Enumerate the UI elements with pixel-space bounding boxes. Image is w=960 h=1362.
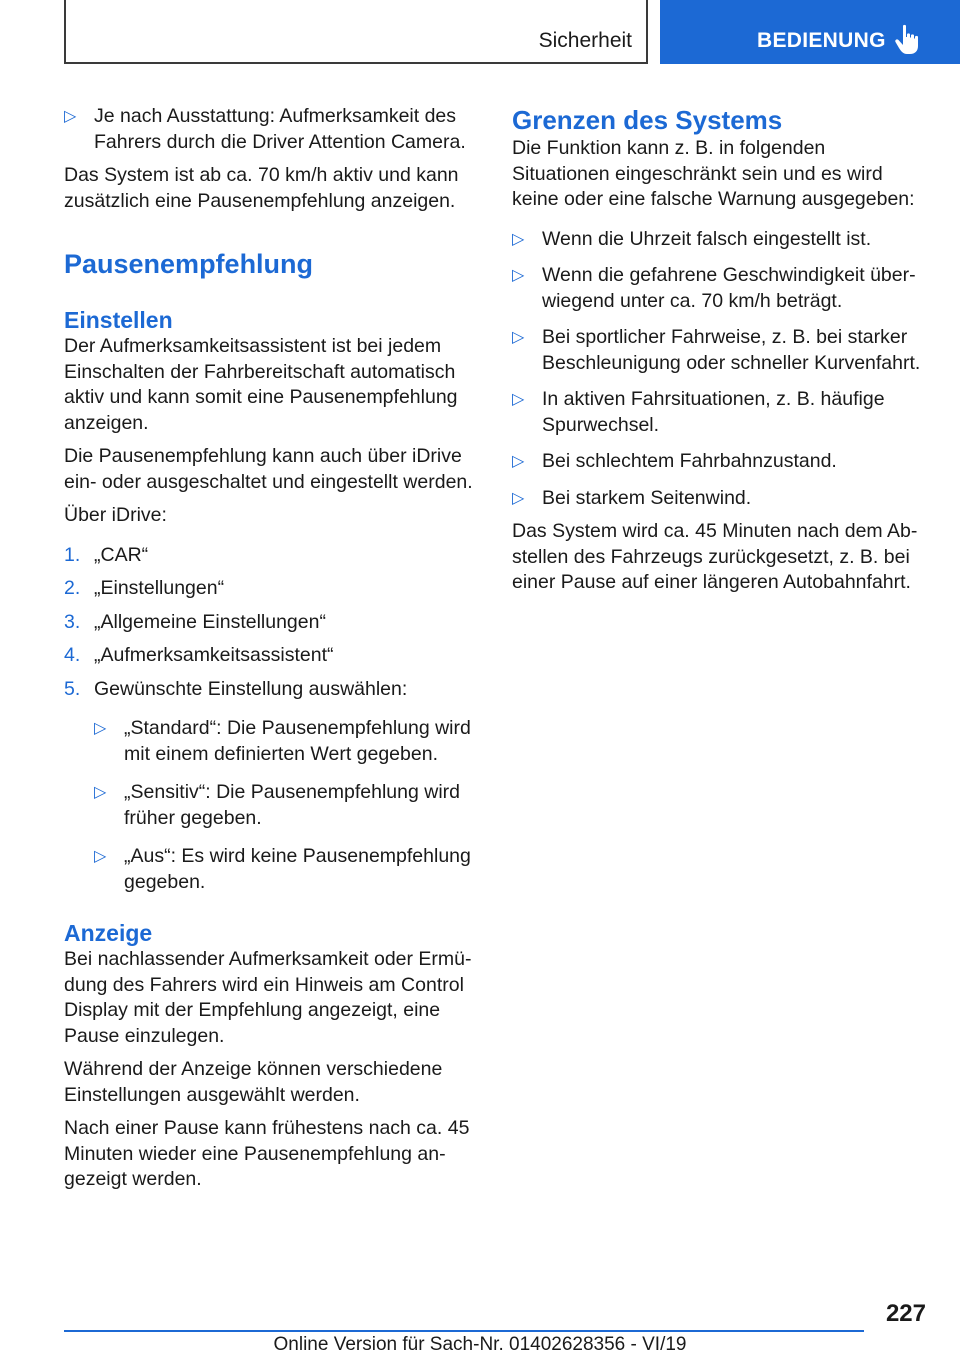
triangle-bullet-icon: ▷ (512, 453, 525, 470)
list-item (512, 227, 928, 253)
paragraph: Die Pausenempfehlung kann auch über iDrive ein- oder ausgeschaltet und eingestellt werden. (64, 445, 473, 493)
list-item-text: „Aus“: Es wird keine Pausenempfehlung gegeben. (124, 845, 471, 893)
triangle-bullet-icon: ▷ (512, 267, 525, 284)
list-item (512, 263, 928, 314)
list-number: 5. (64, 677, 81, 700)
list-item (94, 844, 476, 895)
heading-anzeige: Anzeige (64, 920, 153, 946)
list-item-text: Bei schlechtem Fahrbahnzustand. (542, 450, 837, 472)
paragraph: Während der Anzeige können verschiedene Einstellungen ausgewählt werden. (64, 1058, 443, 1106)
list-item-text: Wenn die gefahrene Geschwindigkeit überwiegend unter ca. 70 km/h beträgt. (542, 264, 916, 312)
paragraph: Die Funktion kann z. B. in folgenden Situationen eingeschränkt sein und es wird keine oder eine falsche Warnung ausgegeben: (512, 137, 915, 210)
list-item-text: Gewünschte Einstellung auswählen: (94, 677, 408, 700)
paragraph: Bei nachlassender Aufmerksamkeit oder Ermüdung des Fahrers wird ein Hinweis am Control Display mit der Empfehlung angezeigt, eine Pause einzulegen. (64, 948, 472, 1047)
list-item (512, 325, 928, 376)
list-item-text: In aktiven Fahrsituationen, z. B. häufige Spurwechsel. (542, 388, 885, 436)
header-section-title: Sicherheit (538, 29, 632, 52)
page-number: 227 (885, 1300, 926, 1327)
triangle-bullet-icon: ▷ (94, 720, 107, 737)
header-tab-bedienung[interactable] (660, 0, 960, 64)
list-item-text: „Allgemeine Einstellungen“ (94, 610, 326, 633)
list-item-text: „Sensitiv“: Die Pausenempfehlung wird früher gegeben. (124, 781, 460, 829)
triangle-bullet-icon: ▷ (512, 230, 525, 248)
list-item (64, 543, 476, 569)
heading-grenzen: Grenzen des Systems (512, 105, 783, 135)
list-item-text: „Aufmerksamkeitsassistent“ (94, 644, 334, 666)
heading-einstellen: Einstellen (64, 307, 173, 333)
paragraph: Das System wird ca. 45 Minuten nach dem Abstellen des Fahrzeugs zurückgesetzt, z. B. bei einer Pause auf einer längeren Autobahnfahrt. (512, 520, 918, 593)
list-number: 4. (64, 644, 81, 666)
triangle-bullet-icon: ▷ (512, 329, 525, 346)
list-item-text: Bei starkem Seitenwind. (542, 486, 752, 509)
list-item-text: „CAR“ (94, 543, 149, 566)
list-item-text: Bei sportlicher Fahrweise, z. B. bei starker Beschleunigung oder schneller Kurvenfahrt. (542, 326, 921, 374)
list-item-text: „Standard“: Die Pausenempfehlung wird mit einem definierten Wert gegeben. (124, 717, 471, 765)
header-tab-label: BEDIENUNG (757, 29, 886, 52)
paragraph: Nach einer Pause kann frühestens nach ca. 45 Minuten wieder eine Pausenempfehlung angezeigt werden. (64, 1117, 470, 1190)
list-item (64, 576, 476, 602)
triangle-bullet-icon: ▷ (94, 848, 107, 865)
triangle-bullet-icon: ▷ (512, 489, 525, 507)
triangle-bullet-icon: ▷ (512, 391, 525, 408)
list-number: 2. (64, 577, 81, 599)
header-section-box (64, 0, 648, 64)
footer-rule (64, 1330, 864, 1332)
list-item (94, 780, 476, 831)
list-item-text: „Einstellungen“ (94, 577, 225, 599)
triangle-bullet-icon: ▷ (94, 784, 107, 801)
list-item (512, 486, 928, 512)
paragraph: Das System ist ab ca. 70 km/h aktiv und kann zusätzlich eine Pausenempfehlung anzeigen. (64, 164, 459, 212)
list-item (94, 716, 476, 767)
hand-pointer-icon (894, 24, 922, 56)
paragraph: Der Aufmerksamkeitsassistent ist bei jedem Einschalten der Fahrbereitschaft automatisch aktiv und kann somit eine Pausenempfehlung anzeigen. (64, 335, 458, 434)
list-item-text: Je nach Ausstattung: Aufmerksamkeit des Fahrers durch die Driver Attention Camera. (94, 105, 466, 153)
list-item (512, 449, 928, 475)
list-item-text: Wenn die Uhrzeit falsch eingestellt ist. (542, 227, 872, 250)
list-item (64, 610, 476, 636)
paragraph: Über iDrive: (64, 504, 167, 526)
footer-text: Online Version für Sach-Nr. 01402628356 - VI/19 (273, 1334, 687, 1355)
left-column (64, 104, 476, 1201)
list-item (64, 643, 476, 669)
triangle-bullet-icon: ▷ (64, 108, 77, 125)
list-item (64, 104, 476, 155)
right-column (512, 104, 928, 604)
list-item (64, 677, 476, 703)
list-number: 1. (64, 543, 81, 566)
heading-pausenempfehlung: Pausenempfehlung (64, 249, 314, 279)
list-item (512, 387, 928, 438)
list-number: 3. (64, 610, 81, 633)
